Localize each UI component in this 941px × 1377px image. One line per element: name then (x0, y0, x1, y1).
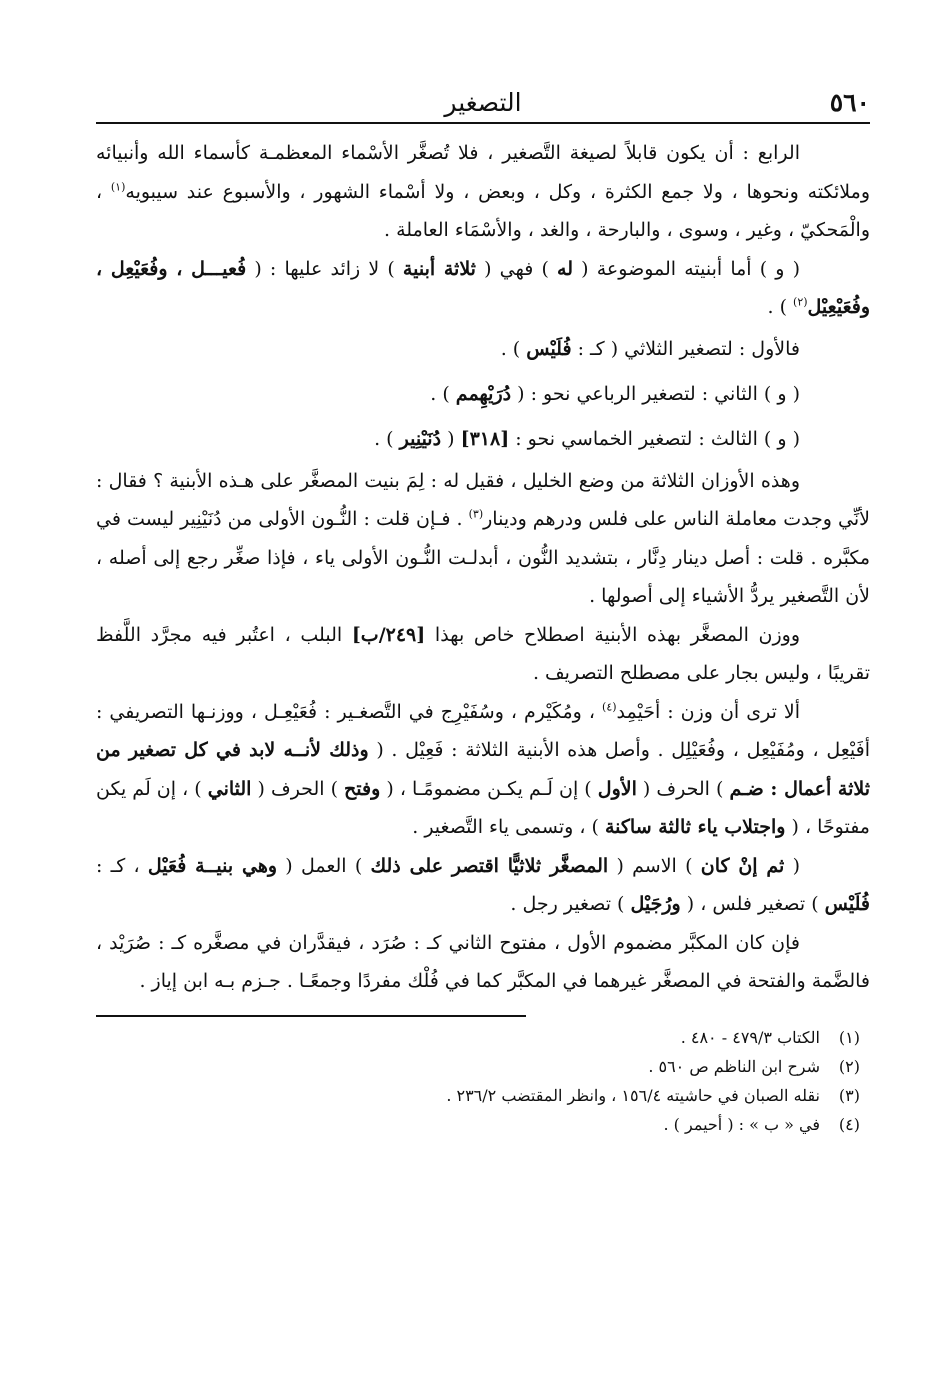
footnote-ref: (١) (110, 180, 126, 194)
footnote-item (96, 1023, 870, 1052)
footnote-item (96, 1052, 870, 1081)
footnote-number: (٢) (838, 1056, 860, 1076)
book-page (96, 88, 870, 1139)
footnote-text: شرح ابن الناظم ص ٥٦٠ . (648, 1056, 820, 1076)
paragraph-triliteral: ( ثم إنْ كان ) الاسم ( المصغَّر ثلاثيًّا اقتصر على ذلك ) العمل ( وهي بنيــة فُعَيْل ، كـ : فُلَيْس ) تصغير فلس ، ( ورُجَيْل ) تصغير رجل . (96, 854, 870, 915)
footnote-text: في « ب » : ( أحيمر ) . (663, 1114, 820, 1134)
footnote-number: (١) (838, 1027, 860, 1047)
paragraph-khalil: وهذه الأوزان الثلاثة من وضع الخليل ، فقيل له : لِمَ بنيت المصغَّر على هـذه الأبنية ؟ فقال : لأنِّي وجدت معاملة الناس على فلس ودرهم ودينار$^{(٣)}$ . فـإن قلت : النُّـون الأولى من دُنَيْنِير ليست في مكبَّره . قلت : أصل دينار دِنَّار ، بتشديد النُّون ، أبدلـت النُّـون الأولى ياء ، فإذا صغِّر رجع إلى أصله ، لأن التَّصغير يردُّ الأشياء إلى أصولها . (96, 469, 870, 607)
paragraph-three-actions: ألا ترى أن وزن : أحَيْمِد$^{(٤)}$ ، ومُكَيْرم ، وسُفَيْرِج في التَّصغـير : فُعَيْعِـل ، ووزنـها التصريفي : أفَيْعِل ، ومُفَيْعِل ، وفُعَيْلِل . وأصل هذه الأبنية الثلاثة : فَعِيْل . ( وذلك لأنــه لابد في كل تصغير من ثلاثة أعمال : ضـم ) الحرف ( الأول ) إن لَـم يكـن مضمومًـا ، ( وفتح ) الحرف ( الثاني ) ، إن لَم يكن مفتوحًا ، ( واجتلاب ياء ثالثة ساكنة ) ، وتسمى ياء التَّصغير . (96, 700, 871, 838)
paragraph-structures: ( و ) أما أبنيته الموضوعة ( له ) فهي ( ثلاثة أبنية ) لا زائد عليها : ( فُعيـــل ، وفُعَيْعِل ، وفُعَيْعِيْل$^{(٢)}$ ) . (96, 257, 870, 318)
paragraph-surad: فإن كان المكبَّر مضموم الأول ، مفتوح الثاني كـ : صُرَد ، فيقدَّران في مصغَّره كـ : صُرَيْد ، فالضَّمة والفتحة في المصغَّر غيرهما في المكبَّر كما في فُلْك مفردًا وجمعًـا . جـزم بـه ابن إياز . (96, 931, 870, 992)
list-line-third: ( و ) الثالث : لتصغير الخماسي نحو : [٣١٨] ( دُنَيْنِير ) . (374, 427, 800, 450)
footnote-separator-wrap (96, 1015, 870, 1017)
footnote-number: (٣) (838, 1085, 860, 1105)
paragraph-weight: ووزن المصغَّر بهذه الأبنية اصطلاح خاص بهذا [٢٤٩/ب] البلب ، اعتُبر فيه مجرَّد اللَّفظ تقريبًا ، وليس بجار على مصطلح التصريف . (96, 623, 870, 684)
footnote-ref: (٤) (602, 700, 617, 714)
footnote-item (96, 1081, 870, 1110)
footnotes (96, 1023, 870, 1139)
footnote-number: (٤) (838, 1114, 860, 1134)
running-header (96, 88, 870, 124)
main-text (96, 134, 870, 1001)
footnote-item (96, 1110, 870, 1139)
footnote-ref: (٢) (793, 295, 808, 309)
footnote-ref: (٣) (468, 507, 484, 521)
list-line-first: فالأول : لتصغير الثلاثي ( كـ : فُلَيْس ) . (500, 337, 800, 360)
footnote-text: الكتاب ٤٧٩/٣ - ٤٨٠ . (680, 1027, 820, 1047)
footnote-text: نقله الصبان في حاشيته ١٥٦/٤ ، وانظر المقتضب ٢٣٦/٢ . (446, 1085, 820, 1105)
chapter-title: التصغير (444, 88, 522, 117)
page-number: ٥٦٠ (829, 88, 870, 117)
list-line-second: ( و ) الثاني : لتصغير الرباعي نحو : ( دُرَيْهِمم ) . (430, 382, 800, 405)
paragraph-fourth-condition: الرابع : أن يكون قابلاً لصيغة التَّصغير ، فلا تُصغَّر الأسْماء المعظمـة كأسماء الله وأنبيائه وملائكته ونحوها ، ولا جمع الكثرة ، وكل ، وبعض ، ولا أسْماء الشهور ، والأسبوع عند سيبويه$^{(١)}$ ، والْمَحكيّ ، وغير ، وسوى ، والبارحة ، والغد ، والأسْمَاء العاملة . (96, 142, 870, 241)
footnote-separator (96, 1015, 526, 1017)
